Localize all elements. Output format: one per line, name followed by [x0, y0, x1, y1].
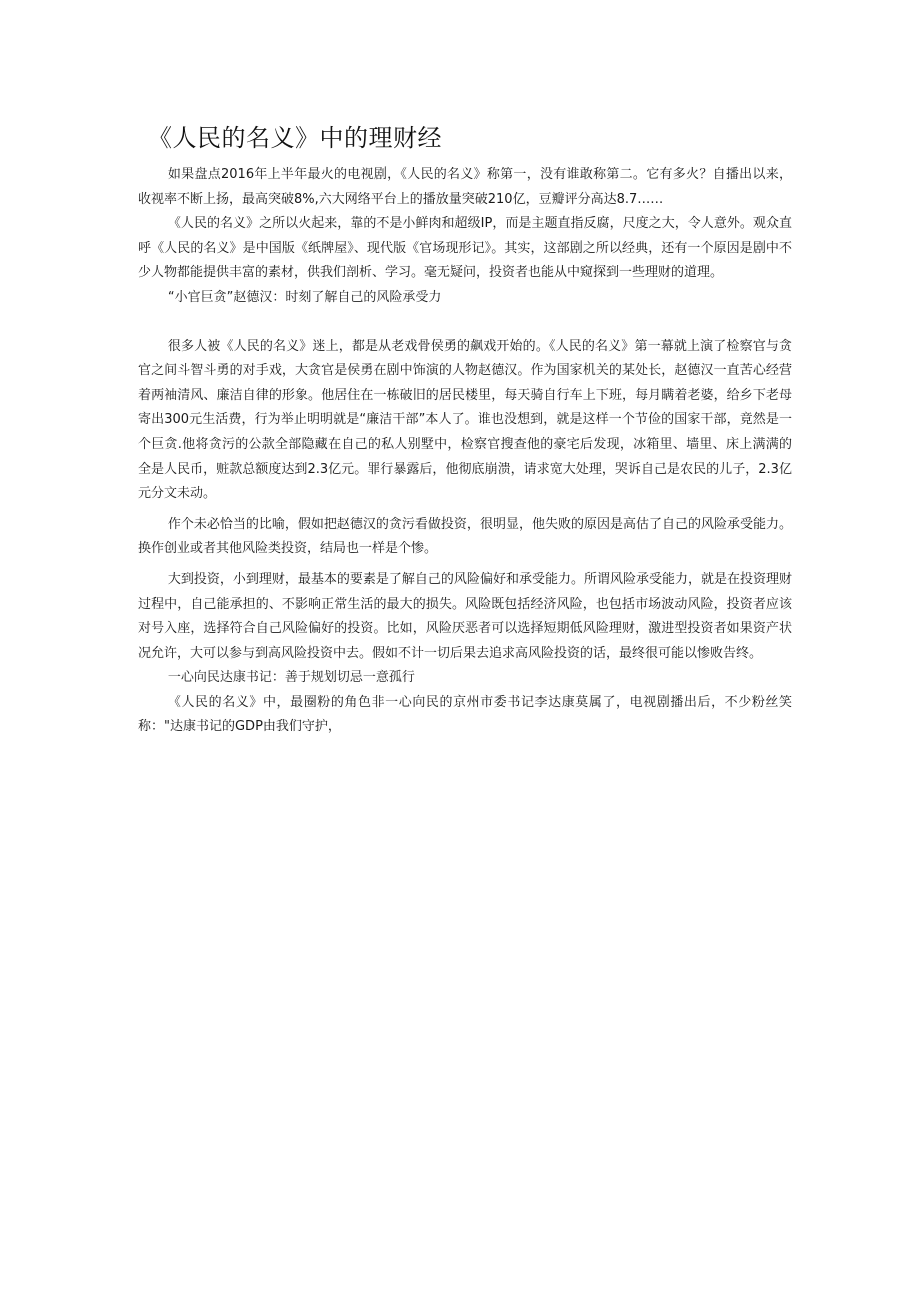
- paragraph-why-popular: 《人民的名义》之所以火起来，靠的不是小鲜肉和超级IP，而是主题直指反腐，尺度之大，令人意外。观众直呼《人民的名义》是中国版《纸牌屋》、现代版《官场现形记》。其实，这部剧之所以经典，还有一个原因是剧中不少人物都能提供丰富的素材，供我们剖析、学习。毫无疑问，投资者也能从中窥探到一些理财的道理。: [138, 216, 792, 281]
- section-spacer: [138, 311, 792, 335]
- section-heading-li-dakang: 一心向民达康书记：善于规划切忌一意孤行: [167, 670, 415, 686]
- paragraph-risk-tolerance: 大到投资，小到理财，最基本的要素是了解自己的风险偏好和承受能力。所谓风险承受能力，就是在投资理财过程中，自己能承担的、不影响正常生活的最大的损失。风险既包括经济风险，也包括市场波动风险，投资者应该对号入座，选择符合自己风险偏好的投资。比如，风险厌恶者可以选择短期低风险理财，激进型投资者如果资产状况允许，大可以参与到高风险投资中去。假如不计一切后果去追求高风险投资的话，最终很可能以惨败告终。: [138, 571, 792, 661]
- document-title: 《人民的名义》中的理财经: [148, 124, 442, 152]
- paragraph-li-dakang: 《人民的名义》中，最圈粉的角色非一心向民的京州市委书记李达康莫属了，电视剧播出后，不少粉丝笑称："达康书记的GDP由我们守护，: [138, 694, 792, 735]
- article-body: [138, 163, 792, 740]
- paragraph-intro: 如果盘点2016年上半年最火的电视剧，《人民的名义》称第一，没有谁敢称第二。它有多火？自播出以来，收视率不断上扬，最高突破8%,六大网络平台上的播放量突破210亿，豆瓣评分高达8.7……: [138, 167, 792, 207]
- paragraph-zhao-dehan-story: 很多人被《人民的名义》迷上，都是从老戏骨侯勇的飙戏开始的。《人民的名义》第一幕就上演了检察官与贪官之间斗智斗勇的对手戏，大贪官是侯勇在剧中饰演的人物赵德汉。作为国家机关的某处长，赵德汉一直苦心经营着两袖清风、廉洁自律的形象。他居住在一栋破旧的居民楼里，每天骑自行车上下班，每月瞒着老婆，给乡下老母寄出300元生活费，行为举止明明就是“廉洁干部”本人了。谁也没想到，就是这样一个节俭的国家干部，竟然是一个巨贪.他将贪污的公款全部隐藏在自己的私人别墅中，检察官搜查他的豪宅后发现，冰箱里、墙里、床上满满的全是人民币，赃款总额度达到2.3亿元。罪行暴露后，他彻底崩溃，请求宽大处理，哭诉自己是农民的儿子，2.3亿元分文未动。: [138, 338, 792, 502]
- paragraph-analogy: 作个未必恰当的比喻，假如把赵德汉的贪污看做投资，很明显，他失败的原因是高估了自己的风险承受能力。换作创业或者其他风险类投资，结局也一样是个惨。: [138, 516, 792, 557]
- section-heading-zhao-dehan: “小官巨贪”赵德汉：时刻了解自己的风险承受力: [167, 289, 442, 305]
